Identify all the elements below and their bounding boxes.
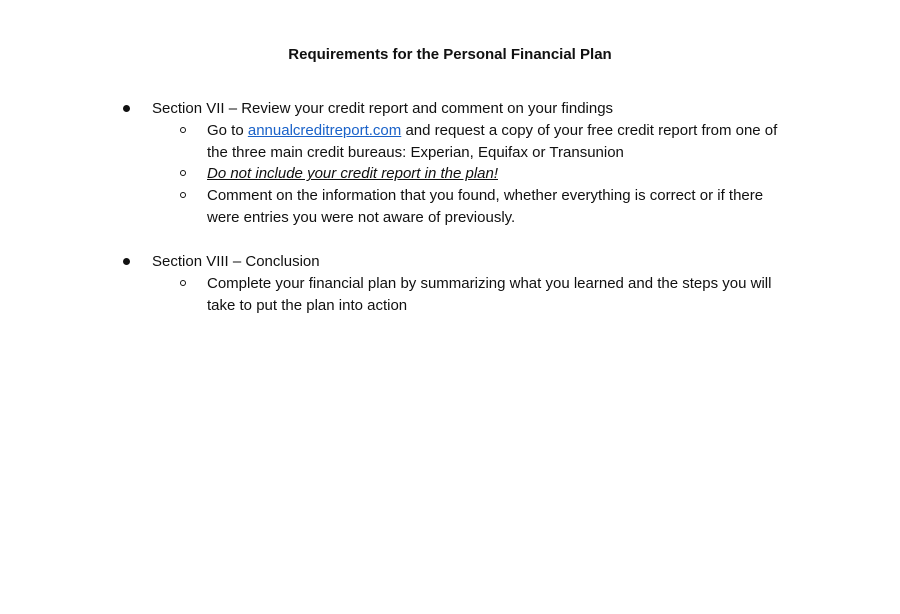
item-suffix-text: and request a copy of your free credit report from one of the three main credit bureaus: Experian, Equifax or Transunion (207, 121, 778, 161)
section-heading (0, 251, 900, 273)
sub-list (0, 273, 900, 317)
item-text: Complete your financial plan by summarizing what you learned and the steps you will take to put the plan into action (207, 274, 772, 314)
list-item (0, 120, 797, 164)
section-vii (0, 98, 900, 229)
warning-text: Do not include your credit report in the plan! (207, 165, 498, 183)
section-heading-text: Section VII – Review your credit report and comment on your findings (152, 100, 614, 117)
list-item (0, 273, 797, 317)
hollow-circle-icon (180, 192, 186, 198)
section-heading (0, 98, 900, 120)
item-text: Comment on the information that you found, whether everything is correct or if there were entries you were not aware of previously. (207, 187, 764, 226)
hollow-circle-icon (180, 280, 186, 286)
list-item (0, 185, 797, 229)
document-title: Requirements for the Personal Financial Plan (288, 46, 612, 63)
bullet-icon (123, 105, 130, 112)
section-heading-text: Section VIII – Conclusion (152, 253, 320, 270)
bullet-icon (123, 258, 130, 265)
list-item (0, 163, 797, 185)
hollow-circle-icon (180, 127, 186, 133)
annualcreditreport-link[interactable]: annualcreditreport.com (247, 121, 402, 139)
hollow-circle-icon (180, 170, 186, 176)
sub-list (0, 120, 900, 229)
section-viii (0, 251, 900, 316)
item-prefix-text: Go to (207, 121, 248, 139)
